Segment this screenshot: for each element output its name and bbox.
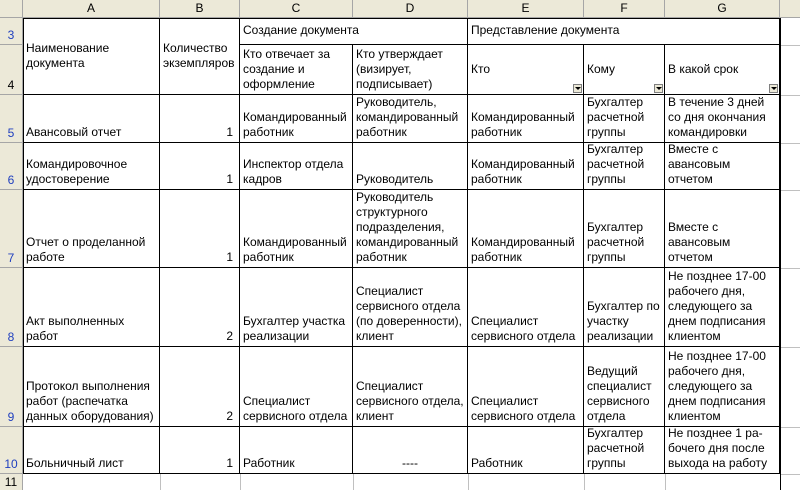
gridline [23, 18, 24, 474]
gridline [665, 474, 666, 490]
cell-d7[interactable]: Руководитель структурного подразделения, командированный работник [353, 190, 468, 268]
cell-f9[interactable]: Ведущий специалист сервисного отдела [584, 347, 665, 427]
gridline [781, 268, 800, 269]
cell-e6[interactable]: Командированный работник [468, 143, 584, 190]
cell-f8[interactable]: Бухгалтер по участку реализации [584, 268, 665, 347]
cell-b10[interactable]: 1 [160, 427, 240, 474]
cell-e5[interactable]: Командированный работник [468, 95, 584, 143]
gridline [781, 190, 800, 191]
column-header-b[interactable]: B [160, 0, 240, 18]
cell-g10[interactable]: Не позднее 1 ра-бочего дня после выхода на работу [665, 427, 780, 474]
cell-c7[interactable]: Командированный работник [240, 190, 353, 268]
column-header-d[interactable]: D [353, 0, 468, 18]
gridline [781, 347, 800, 348]
cell-e8[interactable]: Специалист сервисного отдела [468, 268, 584, 347]
cell-b7[interactable]: 1 [160, 190, 240, 268]
cell-d6[interactable]: Руководитель [353, 143, 468, 190]
cell-f10[interactable]: Бухгалтер расчетной группы [584, 427, 665, 474]
cell-g5[interactable]: В течение 3 дней со дня окончания командировки [665, 95, 780, 143]
cell-d9[interactable]: Специалист сервисного отдела, клиент [353, 347, 468, 427]
gridline [781, 95, 800, 96]
column-header-c[interactable]: C [240, 0, 353, 18]
gridline [781, 474, 800, 475]
cell-e7[interactable]: Командированный работник [468, 190, 584, 268]
cell-c5[interactable]: Командированный работник [240, 95, 353, 143]
header-count[interactable]: Количество экземпляров [160, 18, 240, 95]
row-header-10[interactable]: 10 [0, 427, 23, 474]
header-creation[interactable]: Создание документа [240, 18, 468, 45]
gridline [780, 18, 781, 490]
gridline [781, 143, 800, 144]
row-header-7[interactable]: 7 [0, 190, 23, 268]
cell-b6[interactable]: 1 [160, 143, 240, 190]
column-header-f[interactable]: F [584, 0, 665, 18]
cell-f6[interactable]: Бухгалтер расчетной группы [584, 143, 665, 190]
row-header-8[interactable]: 8 [0, 268, 23, 347]
filter-dropdown-icon[interactable] [573, 84, 582, 93]
cell-b9[interactable]: 2 [160, 347, 240, 427]
header-who-creates[interactable]: Кто отвечает за создание и оформление [240, 45, 353, 95]
gridline [160, 474, 161, 490]
header-to-whom[interactable]: Кому [584, 45, 665, 95]
cell-g6[interactable]: Вместе с авансовым отчетом [665, 143, 780, 190]
header-deadline[interactable]: В какой срок [665, 45, 780, 95]
cell-e9[interactable]: Специалист сервисного отдела [468, 347, 584, 427]
cell-g9[interactable]: Не позднее 17-00 рабочего дня, следующего за днем подписания клиентом [665, 347, 780, 427]
gridline [468, 474, 469, 490]
header-who[interactable]: Кто [468, 45, 584, 95]
cell-a10[interactable]: Больничный лист [23, 427, 160, 474]
cell-g7[interactable]: Вместе с авансовым отчетом [665, 190, 780, 268]
cell-a6[interactable]: Командировочное удостоверение [23, 143, 160, 190]
cell-a7[interactable]: Отчет о проделанной работе [23, 190, 160, 268]
cell-b5[interactable]: 1 [160, 95, 240, 143]
cell-g8[interactable]: Не позднее 17-00 рабочего дня, следующего за днем подписания клиентом [665, 268, 780, 347]
cell-c6[interactable]: Инспектор отдела кадров [240, 143, 353, 190]
column-header-a[interactable]: A [23, 0, 160, 18]
cell-c10[interactable]: Работник [240, 427, 353, 474]
filter-dropdown-icon[interactable] [769, 84, 778, 93]
cell-c9[interactable]: Специалист сервисного отдела [240, 347, 353, 427]
cell-a5[interactable]: Авансовый отчет [23, 95, 160, 143]
gridline [353, 474, 354, 490]
row-header-11[interactable]: 11 [0, 474, 23, 490]
row-header-6[interactable]: 6 [0, 143, 23, 190]
filter-dropdown-icon[interactable] [654, 84, 663, 93]
cell-f5[interactable]: Бухгалтер расчетной группы [584, 95, 665, 143]
cell-b8[interactable]: 2 [160, 268, 240, 347]
cell-c8[interactable]: Бухгалтер участка реализации [240, 268, 353, 347]
header-presentation[interactable]: Представление документа [468, 18, 780, 45]
cell-e10[interactable]: Работник [468, 427, 584, 474]
header-who-approves[interactable]: Кто утверждает (визирует, подписывает) [353, 45, 468, 95]
gridline [781, 45, 800, 46]
row-header-9[interactable]: 9 [0, 347, 23, 427]
gridline [781, 427, 800, 428]
cell-d10[interactable]: ---- [353, 427, 468, 474]
gridline [584, 474, 585, 490]
row-header-3[interactable]: 3 [0, 18, 23, 45]
cell-d5[interactable]: Руководитель, командированный работник [353, 95, 468, 143]
column-header-h[interactable] [780, 0, 800, 18]
gridline [23, 18, 780, 19]
cell-a9[interactable]: Протокол выполнения работ (распечатка данных оборудования) [23, 347, 160, 427]
gridline [240, 474, 241, 490]
row-header-4[interactable]: 4 [0, 45, 23, 95]
cell-a8[interactable]: Акт выполненных работ [23, 268, 160, 347]
row-header-5[interactable]: 5 [0, 95, 23, 143]
cell-f7[interactable]: Бухгалтер расчетной группы [584, 190, 665, 268]
cell-d8[interactable]: Специалист сервисного отдела (по доверенности), клиент [353, 268, 468, 347]
header-name[interactable]: Наименование документа [23, 18, 160, 95]
column-header-e[interactable]: E [468, 0, 584, 18]
column-header-g[interactable]: G [665, 0, 780, 18]
select-all-corner[interactable] [0, 0, 23, 18]
